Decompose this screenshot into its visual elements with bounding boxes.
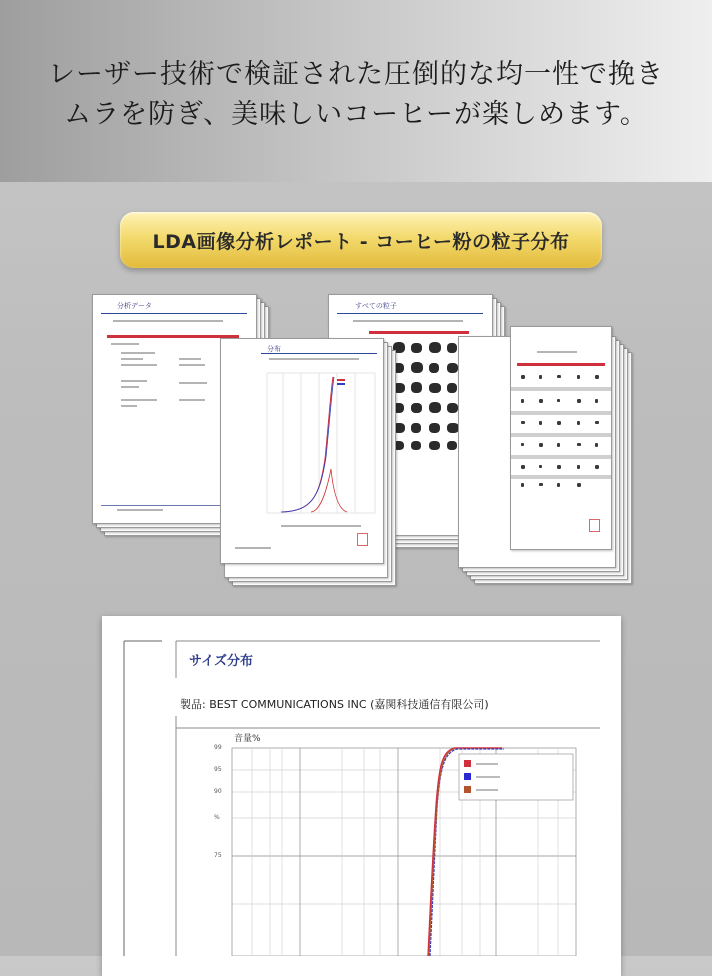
y-tick-99: 99	[214, 744, 222, 751]
hero-banner	[0, 0, 712, 182]
section-title: サイズ分布	[189, 654, 253, 669]
y-tick-90: 90	[214, 788, 222, 795]
y-tick-75: 75	[214, 852, 222, 859]
product-line: 製品: BEST COMMUNICATIONS INC (嘉関科技通信有限公司)	[180, 698, 489, 711]
small-particles-report-page	[510, 326, 612, 550]
analysis-report-title: 分析データ	[117, 302, 152, 310]
report-badge: LDA画像分析レポート - コーヒー粉の粒子分布	[120, 212, 602, 268]
main-distribution-chart	[102, 616, 621, 956]
hero-line-1: レーザー技術で検証された圧倒的な均一性で挽き	[48, 59, 664, 90]
size-distribution-document	[102, 616, 621, 976]
y-tick-pct: %	[214, 814, 220, 821]
particles-report-title: すべての粒子	[355, 302, 397, 310]
y-axis-label: 音量%	[234, 734, 261, 744]
hero-line-2: ムラを防ぎ、美味しいコーヒーが楽しめます。	[64, 99, 648, 130]
distribution-report-title: 分布	[267, 345, 281, 353]
mini-distribution-chart	[261, 369, 379, 519]
distribution-report-page	[220, 338, 384, 564]
y-tick-95: 95	[214, 766, 222, 773]
